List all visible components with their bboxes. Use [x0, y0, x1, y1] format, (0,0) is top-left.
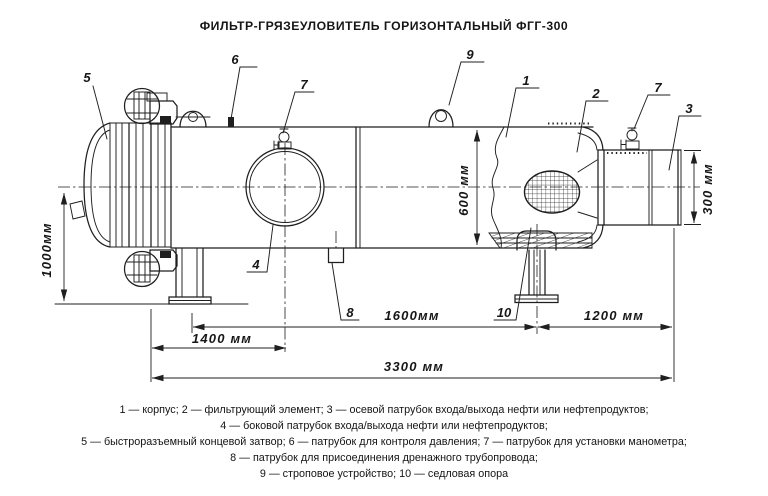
svg-text:1600мм: 1600мм: [384, 308, 440, 323]
svg-text:10: 10: [496, 305, 512, 320]
dim-overall-length: [152, 359, 672, 378]
svg-text:1400 мм: 1400 мм: [191, 331, 253, 346]
manometer-fitting-left: [274, 129, 291, 149]
manometer-fitting-right: [621, 128, 639, 149]
svg-text:1000мм: 1000мм: [39, 222, 54, 278]
end-closure: [70, 89, 177, 287]
axial-nozzle: [598, 150, 681, 225]
svg-text:2: 2: [592, 86, 600, 101]
svg-text:1: 1: [522, 73, 530, 88]
closure-wheel-bottom: [125, 250, 178, 287]
drain-nozzle: [329, 248, 344, 263]
callout-8: [332, 263, 359, 320]
legend-line: 1 — корпус; 2 — фильтрующий элемент; 3 — осевой патрубок входа/выхода нефти или нефтепродуктов;: [119, 404, 649, 416]
svg-text:7: 7: [300, 77, 308, 92]
svg-text:3300 мм: 3300 мм: [383, 359, 445, 374]
saddle-support-left: [55, 248, 248, 304]
dim-saddle-spacing: [192, 308, 536, 333]
svg-text:300 мм: 300 мм: [700, 163, 715, 215]
saddle-pad: [489, 233, 592, 248]
legend-line: 5 — быстроразъемный концевой затвор; 6 — патрубок для контроля давления; 7 — патрубок для установки манометра;: [81, 436, 687, 448]
svg-text:7: 7: [654, 80, 662, 95]
callout-7-right: [634, 80, 670, 129]
filter-mesh: [525, 171, 580, 213]
callout-5: [83, 70, 107, 139]
svg-text:600 мм: 600 мм: [456, 164, 471, 216]
parts-legend: [0, 402, 768, 482]
breakout-line: [491, 127, 504, 248]
callout-9: [449, 47, 484, 105]
callout-7-left: [283, 77, 314, 133]
legend-line: 4 — боковой патрубок входа/выхода нефти или нефтепродуктов;: [220, 420, 548, 432]
svg-text:1200 мм: 1200 мм: [583, 308, 645, 323]
dim-shell-diameter: [456, 130, 477, 245]
svg-text:9: 9: [466, 47, 474, 62]
filter-section: [489, 124, 603, 249]
dim-saddle-to-end: [538, 228, 674, 382]
dim-nozzle-diameter: [684, 151, 715, 225]
svg-text:5: 5: [83, 70, 91, 85]
closure-wheel-top: [125, 89, 178, 125]
callout-2: [577, 86, 608, 152]
dimensions: [39, 130, 715, 382]
legend-line: 8 — патрубок для присоединения дренажного трубопровода;: [230, 452, 538, 464]
lifting-lug-right: [429, 110, 453, 127]
svg-text:6: 6: [231, 52, 239, 67]
svg-text:3: 3: [685, 101, 693, 116]
drawing-title: ФИЛЬТР-ГРЯЗЕУЛОВИТЕЛЬ ГОРИЗОНТАЛЬНЫЙ ФГГ-300: [199, 19, 569, 33]
svg-text:4: 4: [252, 257, 260, 272]
callout-6: [231, 52, 257, 119]
svg-text:8: 8: [346, 305, 354, 320]
lifting-lug-left: [176, 111, 210, 127]
callout-3: [669, 101, 701, 170]
legend-line: 9 — строповое устройство; 10 — седловая опора: [259, 468, 509, 480]
dim-axis-height: [39, 193, 64, 301]
dim-closure-to-side-nozzle: [151, 309, 286, 382]
